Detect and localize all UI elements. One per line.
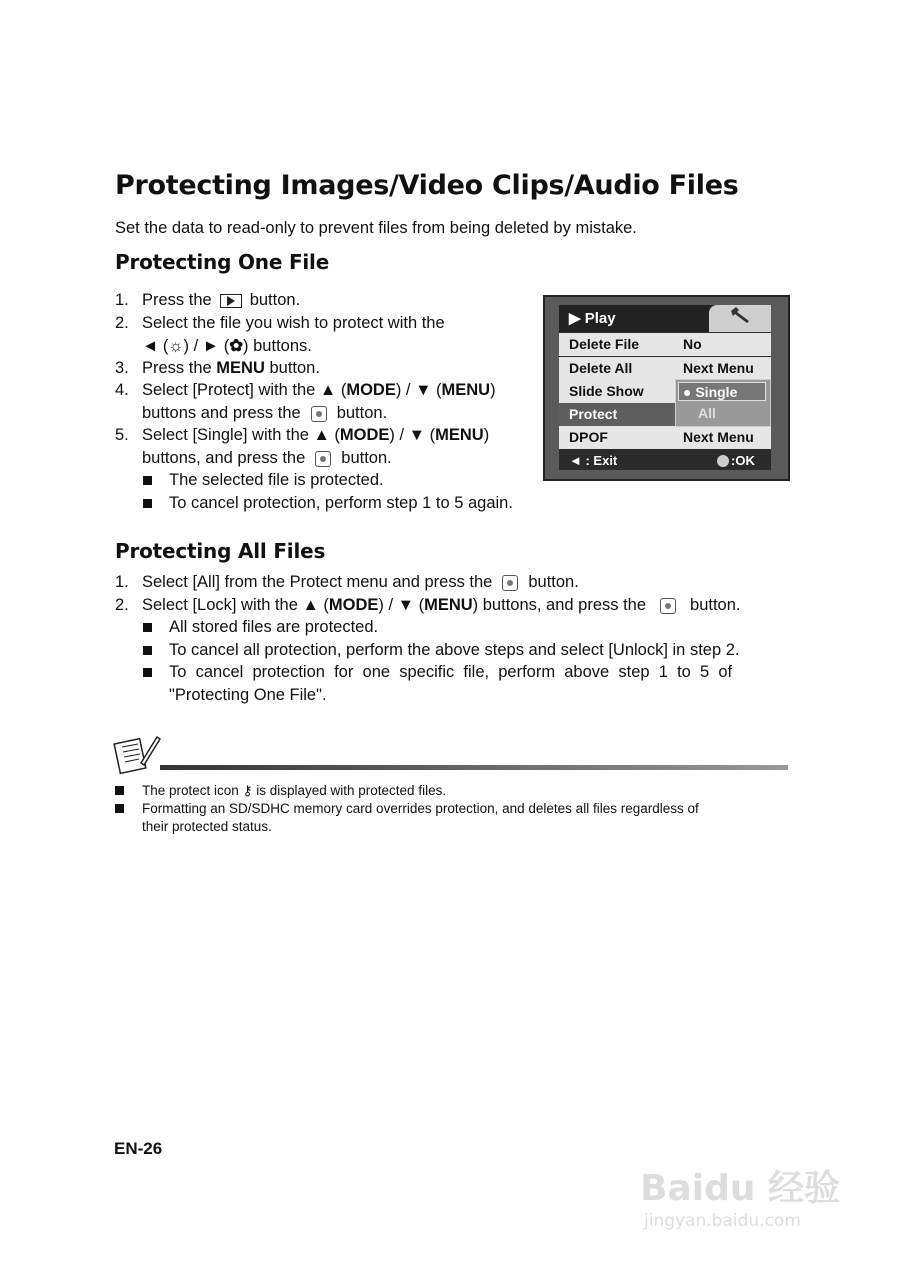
ok-button-icon (660, 598, 676, 614)
option-single: ● Single (678, 382, 766, 401)
section-heading-one-file: Protecting One File (115, 250, 330, 274)
menu-row-selected: Protect (559, 403, 771, 426)
step-number: 2. (115, 314, 129, 332)
step-1-all: Select [All] from the Protect menu and press the button. (142, 573, 579, 591)
step-4: Select [Protect] with the ▲ (MODE) / ▼ (MENU) (142, 381, 496, 399)
camera-menu-screen (543, 295, 790, 481)
bullet-text: To cancel protection for one specific file, perform above step 1 to 5 of (169, 663, 733, 681)
bullet-icon (115, 804, 124, 813)
bullet-icon (143, 668, 152, 677)
bullet-text: All stored files are protected. (169, 618, 379, 636)
ok-button-icon (717, 455, 729, 467)
intro-text: Set the data to read-only to prevent files from being deleted by mistake. (115, 219, 637, 237)
note-text: Formatting an SD/SDHC memory card overrides protection, and deletes all files regardless of (142, 801, 699, 816)
key-icon: ⚷ (242, 783, 253, 798)
exit-hint: ◄ : Exit (569, 453, 618, 468)
page-title: Protecting Images/Video Clips/Audio Files (115, 170, 739, 201)
bullet-icon (143, 623, 152, 632)
bullet-text: The selected file is protected. (169, 471, 384, 489)
camera-footer (559, 452, 771, 470)
step-2-cont: ◄ (☼) / ► (✿) buttons. (142, 337, 312, 355)
step-number: 5. (115, 426, 129, 444)
note-divider (160, 765, 788, 770)
page-number: EN-26 (114, 1139, 163, 1158)
play-button-icon (220, 294, 242, 308)
ok-button-icon (311, 406, 327, 422)
menu-row: Slide Show (559, 380, 771, 403)
step-4-cont: buttons and press the button. (142, 404, 388, 422)
protect-submenu (675, 379, 771, 427)
flash-icon: ☼ (168, 337, 184, 355)
step-5: Select [Single] with the ▲ (MODE) / ▼ (MENU) (142, 426, 490, 444)
menu-row: Delete All Next Menu (559, 357, 771, 380)
note-text-cont: their protected status. (142, 819, 272, 834)
step-5-cont: buttons, and press the button. (142, 449, 392, 467)
ok-button-icon (315, 451, 331, 467)
step-number: 3. (115, 359, 129, 377)
step-2-all: Select [Lock] with the ▲ (MODE) / ▼ (MENU) buttons, and press the button. (142, 596, 741, 614)
bullet-text: To cancel protection, perform step 1 to 5 again. (169, 494, 513, 512)
step-number: 2. (115, 596, 129, 614)
macro-icon: ✿ (229, 337, 244, 355)
step-number: 1. (115, 573, 129, 591)
note-icon (113, 733, 161, 782)
step-number: 1. (115, 291, 129, 309)
watermark-url: jingyan.baidu.com (644, 1211, 801, 1231)
tab-play: ▶ Play (559, 305, 709, 332)
option-all: All (698, 405, 716, 421)
bullet-text: To cancel all protection, perform the above steps and select [Unlock] in step 2. (169, 641, 740, 659)
section-heading-all-files: Protecting All Files (115, 539, 326, 563)
step-2: Select the file you wish to protect with the (142, 314, 445, 332)
menu-row: Delete File No (559, 333, 771, 356)
ok-button-icon (502, 575, 518, 591)
watermark (640, 1160, 840, 1231)
step-1: Press the button. (142, 291, 301, 309)
step-number: 4. (115, 381, 129, 399)
step-3: Press the MENU button. (142, 359, 320, 377)
ok-hint: :OK (731, 453, 755, 468)
bullet-icon (143, 476, 152, 485)
bullet-icon (115, 786, 124, 795)
bullet-text-cont: "Protecting One File". (169, 686, 327, 704)
note-text: The protect icon ⚷ is displayed with protected files. (142, 783, 447, 798)
watermark-logo: Baidu 经验 (640, 1168, 841, 1209)
menu-row: DPOF Next Menu (559, 426, 771, 449)
wrench-icon (709, 305, 771, 332)
bullet-icon (143, 499, 152, 508)
bullet-icon (143, 646, 152, 655)
